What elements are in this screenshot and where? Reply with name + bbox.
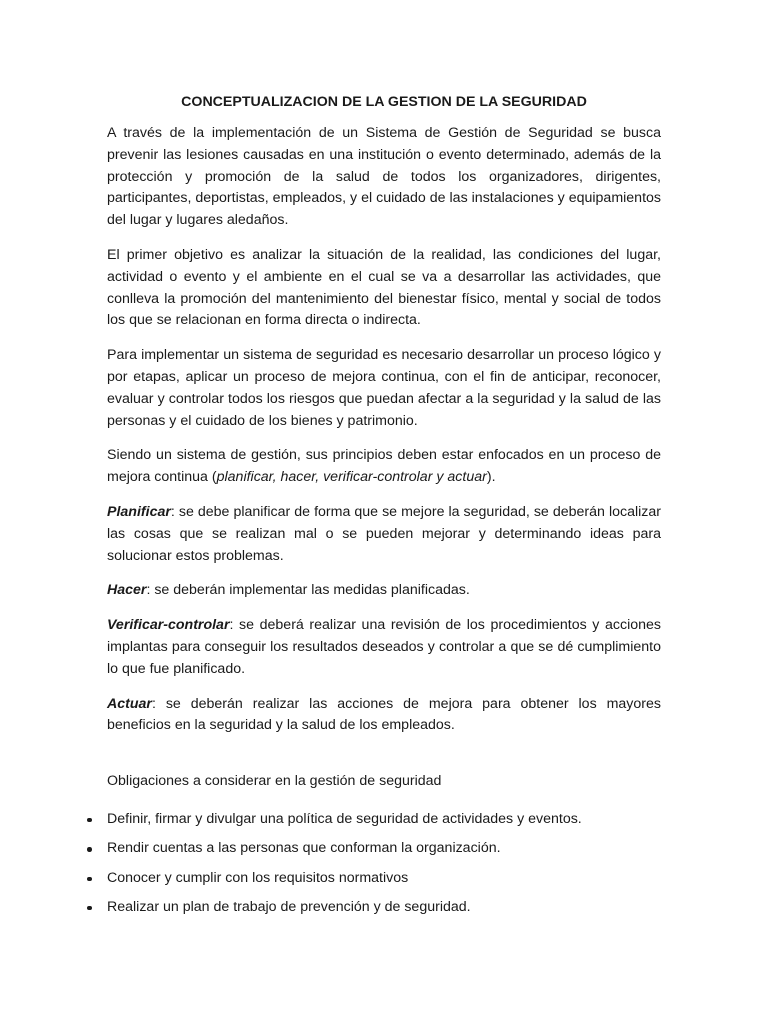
- phase-text-verificar-controlar: : se deberá realizar una revisión de los procedimientos y acciones implantas para conseguir los resultados deseados y controlar a que se dé cumplimiento lo que fue planificado.: [107, 617, 661, 677]
- paragraph-principles: [107, 445, 661, 489]
- list-item-text: Realizar un plan de trabajo de prevención y de seguridad.: [107, 898, 471, 915]
- phase-planificar: [107, 502, 661, 567]
- phase-actuar: [107, 694, 661, 738]
- paragraph-implementation: Para implementar un sistema de seguridad es necesario desarrollar un proceso lógico y por etapas, aplicar un proceso de mejora continua, con el fin de anticipar, reconocer, evaluar y controlar todos los riesgos que puedan afectar a la seguridad y la salud de las personas y el cuidado de los bienes y patrimonio.: [107, 347, 661, 429]
- list-item: [87, 868, 661, 890]
- phase-text-planificar: : se debe planificar de forma que se mejore la seguridad, se deberán localizar las cosas que se realizan mal o se pueden mejorar y determinando ideas para solucionar estos problemas.: [107, 503, 661, 564]
- phase-term-planificar: Planificar: [107, 503, 171, 520]
- list-item: [87, 809, 661, 831]
- phase-text-hacer: : se deberán implementar las medidas planificadas.: [146, 582, 470, 599]
- bullet-icon: [87, 906, 92, 911]
- phase-text-actuar: : se deberán realizar las acciones de mejora para obtener los mayores beneficios en la seguridad y la salud de los empleados.: [107, 695, 661, 734]
- bullet-icon: [87, 847, 92, 852]
- principles-lead-text: Siendo un sistema de gestión, sus principios deben estar enfocados en un proceso de mejora continua (: [107, 447, 661, 486]
- phase-hacer: [107, 580, 661, 602]
- list-item: [87, 838, 661, 860]
- paragraph-intro: A través de la implementación de un Sistema de Gestión de Seguridad se busca prevenir las lesiones causadas en una institución o evento determinado, además de la protección y promoción de la salud de todos los organizadores, dirigentes, participantes, deportistas, empleados, y el cuidado de las instalaciones y equipamientos del lugar y lugares aledaños.: [107, 125, 661, 229]
- list-item-text: Rendir cuentas a las personas que conforman la organización.: [107, 840, 501, 857]
- obligations-heading: Obligaciones a considerar en la gestión de seguridad: [107, 773, 442, 790]
- principles-cycle-italic: planificar, hacer, verificar-controlar y actuar: [216, 469, 487, 486]
- phase-term-actuar: Actuar: [107, 695, 152, 712]
- phase-term-verificar-controlar: Verificar-controlar: [107, 617, 230, 634]
- bullet-icon: [87, 818, 92, 823]
- document-title: CONCEPTUALIZACION DE LA GESTION DE LA SEGURIDAD: [181, 94, 587, 110]
- list-item: [87, 897, 661, 919]
- bullet-icon: [87, 877, 92, 882]
- paragraph-objective: El primer objetivo es analizar la situación de la realidad, las condiciones del lugar, actividad o evento y el ambiente en el cual se va a desarrollar las actividades, que conlleva la promoción del mantenimiento del bienestar físico, mental y social de todos los que se relacionan en forma directa o indirecta.: [107, 246, 661, 329]
- obligations-list: [87, 809, 661, 919]
- phase-term-hacer: Hacer: [107, 582, 147, 599]
- list-item-text: Conocer y cumplir con los requisitos normativos: [107, 869, 409, 886]
- principles-tail-text: ).: [486, 469, 496, 486]
- phase-verificar-controlar: [107, 615, 661, 680]
- list-item-text: Definir, firmar y divulgar una política de seguridad de actividades y eventos.: [107, 810, 582, 827]
